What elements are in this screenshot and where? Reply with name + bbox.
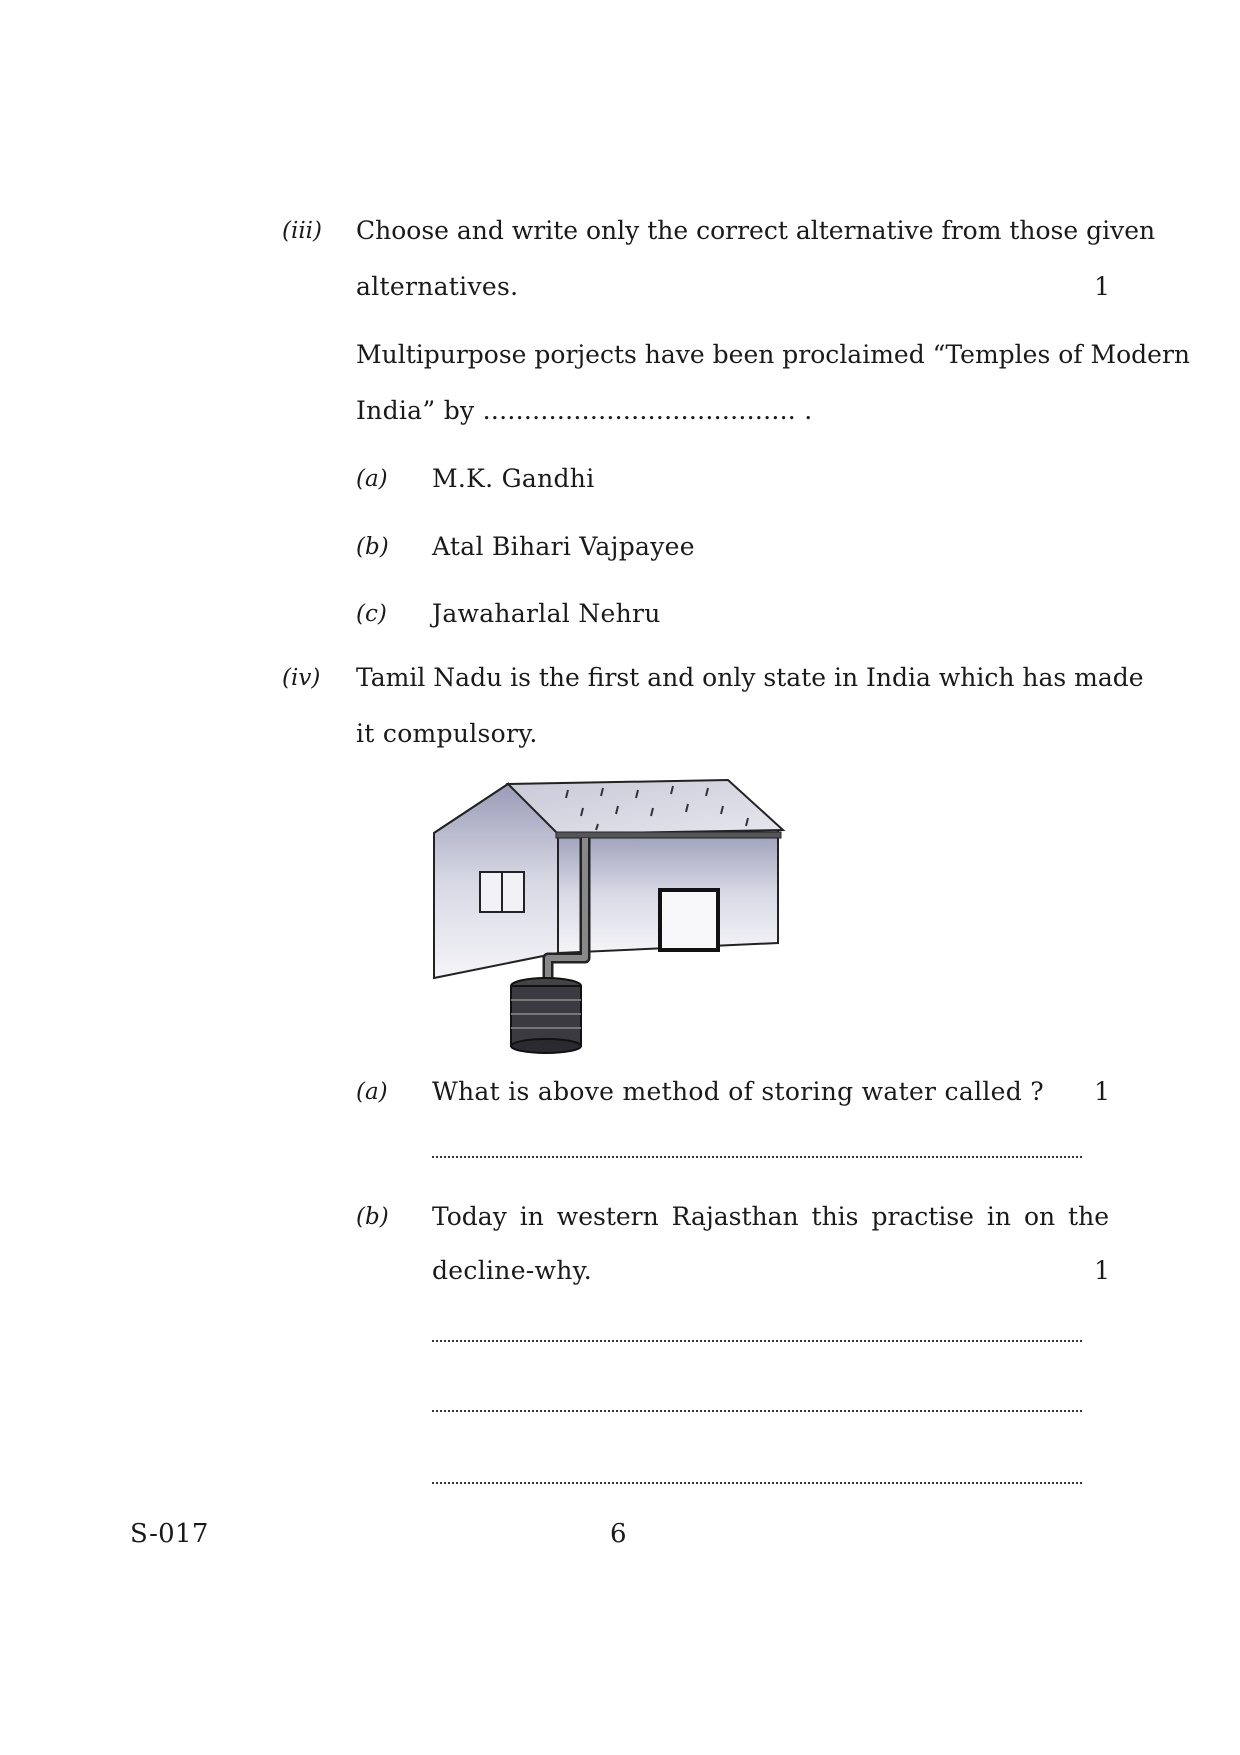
marks-iv-a: 1 [1094,1077,1110,1106]
page-number: 6 [610,1519,627,1549]
question-number-iv: (iv) [282,665,321,691]
answer-line-b1[interactable] [432,1330,1082,1342]
subquestion-a-label: (a) [356,1079,388,1105]
option-c-text: Jawaharlal Nehru [432,599,661,628]
answer-line-b3[interactable] [432,1472,1082,1484]
option-a-text: M.K. Gandhi [432,464,595,493]
door [660,890,718,950]
question-iii-stem-line2: India” by ...................................... . [356,396,813,425]
answer-line-b2[interactable] [432,1400,1082,1412]
subquestion-b-label: (b) [356,1204,389,1230]
question-iii-line2: alternatives. [356,272,519,301]
subquestion-a-text: What is above method of storing water called ? [432,1077,1045,1106]
question-iv-line2: it compulsory. [356,719,538,748]
question-iii-stem-line1: Multipurpose porjects have been proclaimed “Temples of Modern [356,340,1190,369]
option-b-text: Atal Bihari Vajpayee [432,532,695,561]
option-c-label: (c) [356,601,387,627]
marks-iii: 1 [1094,272,1110,301]
paper-code: S-017 [130,1519,209,1549]
subquestion-b-line2: decline-why. [432,1256,592,1285]
window [480,872,524,912]
question-iv-line1: Tamil Nadu is the first and only state in India which has made [356,663,1144,692]
option-a-label: (a) [356,466,388,492]
question-number-iii: (iii) [282,218,323,244]
answer-line-a[interactable] [432,1146,1082,1158]
marks-iv-b: 1 [1094,1256,1110,1285]
option-b-label: (b) [356,534,389,560]
house-roof [508,780,783,834]
water-tank [511,978,581,1053]
question-iii-line1: Choose and write only the correct alternative from those given [356,216,1156,245]
subquestion-b-line1: Today in western Rajasthan this practise in on the [432,1202,1109,1231]
house-with-tank-image [428,778,790,1058]
rainwater-harvesting-illustration [428,778,790,1058]
roof-gutter [556,832,781,838]
